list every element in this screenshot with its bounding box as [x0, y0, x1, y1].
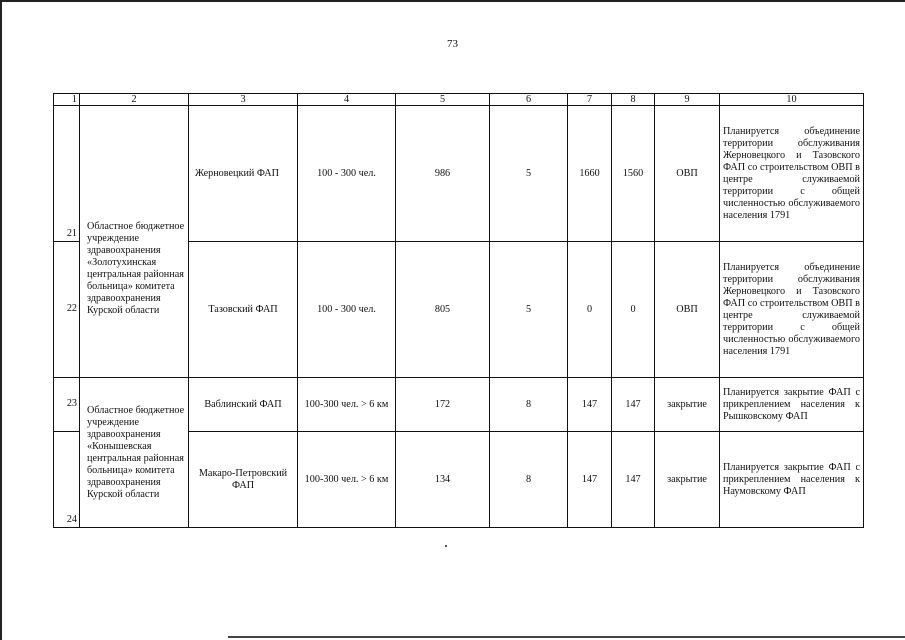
value-col-7: 0: [568, 242, 612, 378]
value-col-6: 8: [490, 378, 568, 432]
plan-note: Планируется объединение территории обслуживания Жерновецкого и Тазовского ФАП со строительством ОВП в центре служиваемой территории с общей численностью обслуживаемого населения 1791: [720, 242, 864, 378]
value-col-7: 147: [568, 432, 612, 528]
action-type: ОВП: [655, 106, 720, 242]
plan-note: Планируется закрытие ФАП с прикреплением населения к Рышковскому ФАП: [720, 378, 864, 432]
column-header-10: 10: [720, 94, 864, 106]
value-col-5: 134: [396, 432, 490, 528]
value-col-6: 8: [490, 432, 568, 528]
plan-note: Планируется объединение территории обслуживания Жерновецкого и Тазовского ФАП со строительством ОВП в центре служиваемой территории с общей численностью обслуживаемого населения 1791: [720, 106, 864, 242]
column-header-2: 2: [80, 94, 189, 106]
institution-cell: Областное бюджетное учреждение здравоохранения «Конышевская центральная районная больница» комитета здравоохранения Курской области: [80, 378, 189, 528]
header-row: [54, 94, 864, 106]
column-header-8: 8: [612, 94, 655, 106]
column-header-7: 7: [568, 94, 612, 106]
population-range: 100-300 чел. > 6 км: [298, 378, 396, 432]
scan-border-left: [0, 0, 2, 640]
fap-name: Ваблинский ФАП: [189, 378, 298, 432]
row-number: 24: [54, 432, 80, 528]
value-col-6: 5: [490, 242, 568, 378]
column-header-9: 9: [655, 94, 720, 106]
population-range: 100-300 чел. > 6 км: [298, 432, 396, 528]
value-col-8: 147: [612, 378, 655, 432]
fap-name: Тазовский ФАП: [189, 242, 298, 378]
column-header-1: 1: [54, 94, 80, 106]
column-header-6: 6: [490, 94, 568, 106]
value-col-5: 172: [396, 378, 490, 432]
scan-speck: [445, 545, 447, 547]
page-number: 73: [447, 38, 458, 50]
row-number: 23: [54, 378, 80, 432]
table-row: [54, 106, 864, 242]
scan-border-bottom: [228, 636, 905, 638]
column-header-4: 4: [298, 94, 396, 106]
value-col-8: 147: [612, 432, 655, 528]
action-type: закрытие: [655, 432, 720, 528]
action-type: ОВП: [655, 242, 720, 378]
value-col-5: 805: [396, 242, 490, 378]
plan-note: Планируется закрытие ФАП с прикреплением населения к Наумовскому ФАП: [720, 432, 864, 528]
population-range: 100 - 300 чел.: [298, 242, 396, 378]
column-header-3: 3: [189, 94, 298, 106]
action-type: закрытие: [655, 378, 720, 432]
fap-table: [53, 93, 864, 528]
value-col-7: 147: [568, 378, 612, 432]
value-col-8: 1560: [612, 106, 655, 242]
row-number: 21: [54, 106, 80, 242]
fap-name: Макаро-Петровский ФАП: [189, 432, 298, 528]
value-col-6: 5: [490, 106, 568, 242]
scan-border-top: [0, 0, 905, 2]
row-number: 22: [54, 242, 80, 378]
value-col-8: 0: [612, 242, 655, 378]
column-header-5: 5: [396, 94, 490, 106]
value-col-5: 986: [396, 106, 490, 242]
institution-cell: Областное бюджетное учреждение здравоохранения «Золотухинская центральная районная больница» комитета здравоохранения Курской области: [80, 106, 189, 378]
fap-name: Жерновецкий ФАП: [189, 106, 298, 242]
table-row: [54, 378, 864, 432]
value-col-7: 1660: [568, 106, 612, 242]
population-range: 100 - 300 чел.: [298, 106, 396, 242]
